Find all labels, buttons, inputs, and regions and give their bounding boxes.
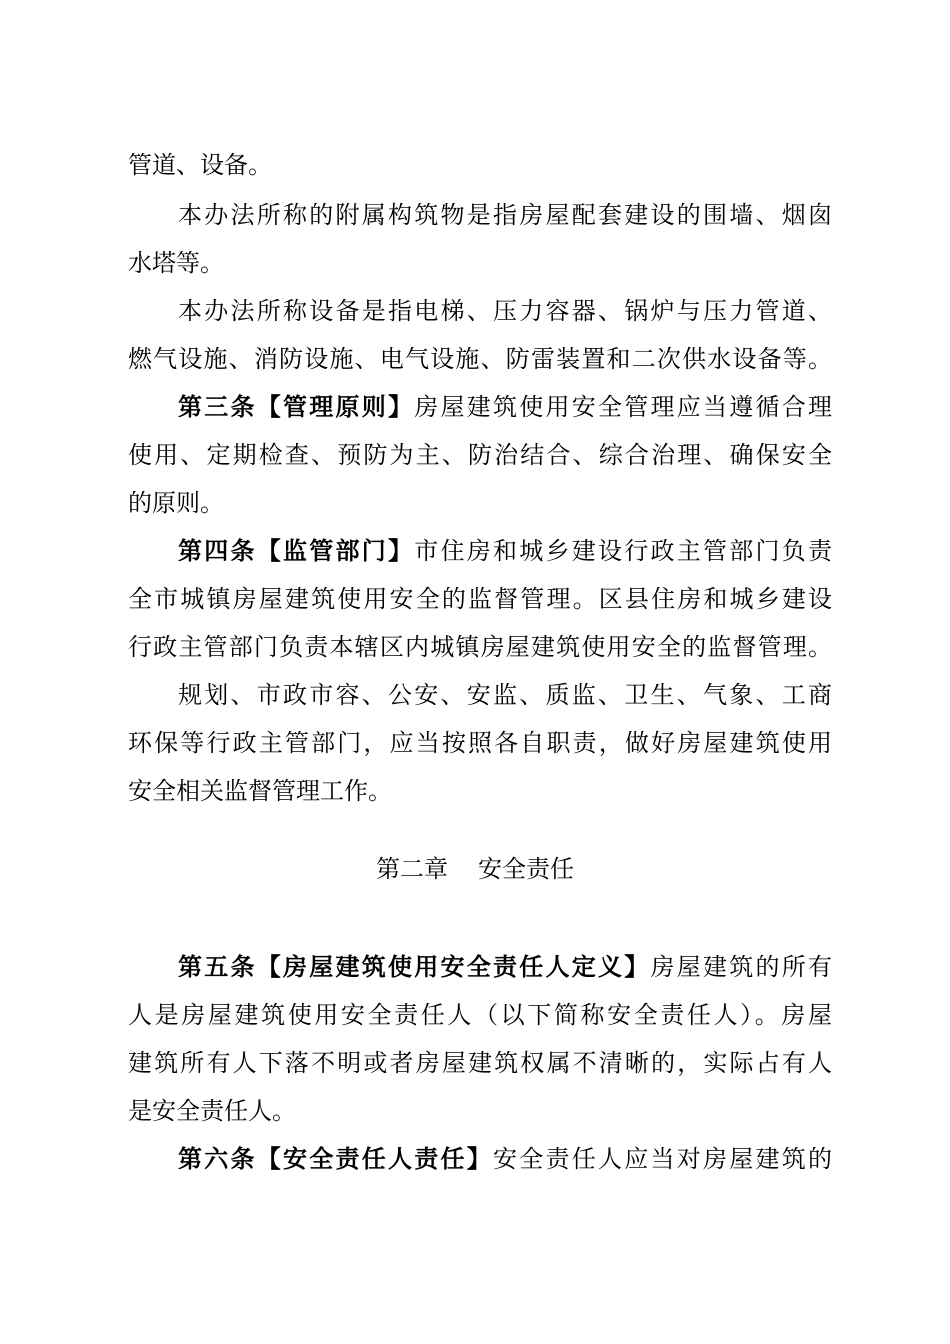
chapter-title: 安全责任 [478,855,574,883]
text-line: 的原则。 [128,489,224,517]
article-title: 第三条【管理原则】 [178,392,415,421]
text-line: 水塔等。 [128,249,224,277]
article-text: 房屋建筑的所有 [650,953,832,981]
article-title: 第四条【监管部门】 [178,536,415,565]
article-5-line [178,950,832,984]
article-text: 安全责任人应当对房屋建筑的 [493,1145,832,1173]
text-line: 建筑所有人下落不明或者房屋建筑权属不清晰的，实际占有人 [128,1049,832,1077]
text-line: 使用、定期检查、预防为主、防治结合、综合治理、确保安全 [128,441,832,469]
text-line: 环保等行政主管部门，应当按照各自职责，做好房屋建筑使用 [128,729,832,757]
text-line: 管道、设备。 [128,151,272,179]
text-line: 安全相关监督管理工作。 [128,777,392,805]
chapter-heading [0,852,950,886]
article-3-line [178,390,832,424]
article-6-line [178,1142,832,1176]
article-4-line [178,534,832,568]
article-text: 市住房和城乡建设行政主管部门负责 [414,537,832,565]
chapter-number: 第二章 [376,855,448,883]
article-title: 第五条【房屋建筑使用安全责任人定义】 [178,952,651,981]
article-title: 第六条【安全责任人责任】 [178,1144,493,1173]
text-line: 人是房屋建筑使用安全责任人（以下简称安全责任人）。房屋 [128,1001,832,1029]
text-line: 是安全责任人。 [128,1097,296,1125]
text-line: 行政主管部门负责本辖区内城镇房屋建筑使用安全的监督管理。 [128,633,832,661]
article-text: 房屋建筑使用安全管理应当遵循合理 [414,393,832,421]
text-line: 本办法所称设备是指电梯、压力容器、锅炉与压力管道、 [178,297,832,325]
text-line: 规划、市政市容、公安、安监、质监、卫生、气象、工商 [178,681,832,709]
text-line: 燃气设施、消防设施、电气设施、防雷装置和二次供水设备等。 [128,345,832,373]
text-line: 本办法所称的附属构筑物是指房屋配套建设的围墙、烟囱 [178,201,832,229]
text-line: 全市城镇房屋建筑使用安全的监督管理。区县住房和城乡建设 [128,585,832,613]
